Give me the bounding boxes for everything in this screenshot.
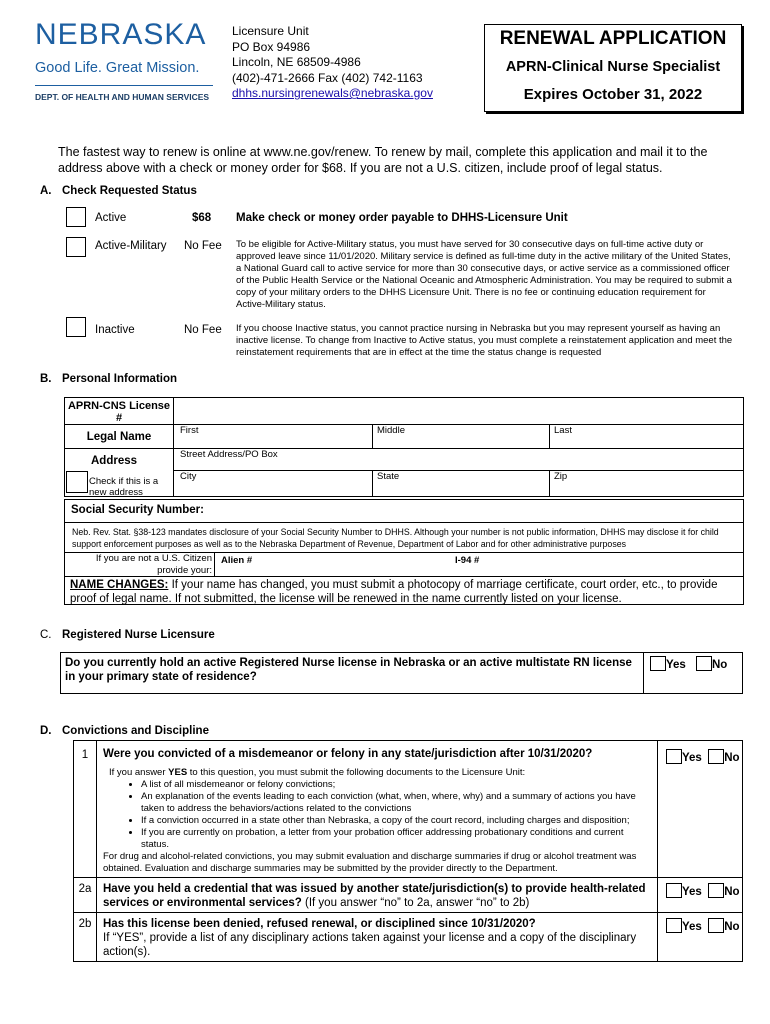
address-label: Address — [91, 455, 138, 467]
question-2b-text: Has this license been denied, refused renewal, or disciplined since 10/31/2020? — [103, 918, 536, 930]
name-changes-text: If your name has changed, you must submit a photocopy of marriage certificate, court order, etc., to provide proof of legal name. If not submitted, the license will be renewed in the name currently listed on your license. — [70, 579, 718, 605]
rn-licensure-divider — [643, 652, 644, 694]
rn-licensure-question: Do you currently hold an active Registered Nurse license in Nebraska or an active multistate RN license in your primary state of residence? — [65, 657, 632, 683]
email-link[interactable]: dhhs.nursingrenewals@nebraska.gov — [232, 86, 433, 100]
active-fee: $68 — [192, 212, 212, 224]
form-title: RENEWAL APPLICATION — [499, 28, 727, 49]
convictions-table — [73, 740, 743, 962]
city-field[interactable]: City — [174, 471, 373, 497]
question-1-instructions: If you answer YES to this question, you must submit the following documents to the Licensure Unit: • A list of all misdemeanor or felony convictions; • An explanation of the events leading to each conviction (what, when, where, why) and a summary of actions you have taken to address the behaviors/actions related to the convictions • If a conviction occurred in a state other than Nebraska, a copy of the court record, including charges and disposition; • If you are currently on probation, a letter from your probation officer addressing probationary conditions and current status. For drug and alcohol-related convictions, you may submit evaluation and discharge summaries if drug or alcohol treatment was obtained. Evaluation and discharge summaries may be submitted by the provider directly to the Department. — [103, 767, 653, 875]
requirement-item: • A list of all misdemeanor or felony convictions; — [141, 779, 653, 791]
section-a-heading: A. Check Requested Status — [40, 185, 197, 197]
new-address-label: Check if this is a new address — [89, 476, 159, 498]
middle-name-field[interactable]: Middle — [373, 425, 550, 449]
ssn-divider — [64, 522, 744, 523]
section-d-heading: D. Convictions and Discipline — [40, 725, 209, 737]
question-2b-number: 2b — [74, 913, 97, 962]
question-2b-cell — [97, 913, 658, 962]
name-changes-note — [70, 578, 740, 606]
logo-tagline: Good Life. Great Mission. — [35, 60, 200, 76]
active-military-checkbox[interactable] — [66, 237, 86, 257]
personal-info-table — [64, 397, 744, 497]
q2a-no-checkbox[interactable] — [708, 883, 724, 898]
contact-line: Lincoln, NE 68509-4986 — [232, 55, 361, 69]
rn-yes-option[interactable]: Yes — [650, 656, 686, 671]
section-b-heading: B. Personal Information — [40, 373, 178, 385]
expiration-date: Expires October 31, 2022 — [523, 86, 703, 103]
active-status-label: Active — [95, 212, 127, 224]
logo-divider — [35, 85, 213, 86]
rn-yes-checkbox[interactable] — [650, 656, 666, 671]
citizen-label: If you are not a U.S. Citizen provide your: — [95, 553, 212, 576]
q2b-yes-checkbox[interactable] — [666, 918, 682, 933]
q1-yes-checkbox[interactable] — [666, 749, 682, 764]
citizen-row-bottom — [64, 576, 744, 577]
question-2a-number: 2a — [74, 878, 97, 913]
q2b-no-checkbox[interactable] — [708, 918, 724, 933]
q2a-yes-checkbox[interactable] — [666, 883, 682, 898]
rn-no-option[interactable]: No — [696, 656, 727, 671]
active-military-fee: No Fee — [184, 240, 222, 252]
question-1-text: Were you convicted of a misdemeanor or felony in any state/jurisdiction after 10/31/2020? — [103, 748, 593, 760]
zip-field[interactable]: Zip — [550, 471, 744, 497]
question-1-cell — [97, 741, 658, 878]
section-c-heading: C. Registered Nurse Licensure — [40, 629, 215, 641]
i94-number-field[interactable]: I-94 # — [455, 555, 480, 566]
license-number-label: APRN-CNS License # — [65, 398, 174, 425]
inactive-checkbox[interactable] — [66, 317, 86, 337]
title-box — [484, 24, 742, 112]
q1-no-checkbox[interactable] — [708, 749, 724, 764]
logo-wordmark: NEBRASKA — [35, 18, 207, 51]
question-1-number: 1 — [74, 741, 97, 878]
form-subtitle: APRN-Clinical Nurse Specialist — [505, 59, 721, 75]
question-1-footer: For drug and alcohol-related convictions, you may submit evaluation and discharge summaries if drug or alcohol treatment was obtained. Evaluation and discharge summaries may be submitted by the provider directly to the Department. — [103, 851, 637, 874]
street-address-field[interactable]: Street Address/PO Box — [174, 449, 744, 471]
contact-line: PO Box 94986 — [232, 39, 311, 54]
contact-block — [232, 24, 433, 102]
address-label-cell — [65, 449, 174, 497]
contact-line: Licensure Unit — [232, 24, 309, 38]
license-number-field[interactable] — [174, 398, 744, 425]
new-address-checkbox[interactable] — [66, 471, 88, 493]
alien-number-field[interactable]: Alien # — [221, 555, 253, 566]
inactive-note: If you choose Inactive status, you cannot practice nursing in Nebraska but you may represent yourself as having an inactive license. To change from Inactive to Active status, you must complete a reinstatement application and meet the reinstatement requirements that are in effect at the time the status change is requested — [236, 323, 733, 358]
requirement-item: • If a conviction occurred in a state other than Nebraska, a copy of the court record, including charges and disposition; — [141, 815, 653, 827]
ssn-right-border — [743, 522, 744, 604]
question-2b-note: If “YES”, provide a list of any disciplinary actions taken against your license and a copy of the disciplinary action(s). — [103, 932, 637, 958]
ssn-left-border — [64, 522, 65, 604]
last-name-field[interactable]: Last — [550, 425, 744, 449]
state-field[interactable]: State — [373, 471, 550, 497]
rn-no-checkbox[interactable] — [696, 656, 712, 671]
question-1-answer: Yes No — [658, 741, 743, 878]
requirement-item: • An explanation of the events leading to each conviction (what, when, where, why) and a summary of actions you have taken to address the behaviors/actions related to the convictions — [141, 791, 653, 815]
intro-text: The fastest way to renew is online at www.ne.gov/renew. To renew by mail, complete this application and mail it to the address above with a check or money order for $68. If you are not a U.S. citizen, include proof of legal status. — [58, 145, 708, 175]
inactive-label: Inactive — [95, 324, 135, 336]
active-military-note: To be eligible for Active-Military status, you must have served for 30 consecutive days on full-time active duty or approved leave since 11/01/2020. Military service is defined as full-time duty in the active military of the United States, a National Guard call to active service for more than 30 consecutive days, or active service as a commissioned officer of the Public Health Service or the National Oceanic and Atmospheric Administration. You may be required to submit a copy of your military orders to the DHHS Licensure Unit. There is no fee or continuing education requirement for Active-Military status. — [236, 239, 732, 310]
requirement-item: • If you are currently on probation, a letter from your probation officer addressing probationary conditions and current status. — [141, 827, 653, 851]
ssn-disclosure-note: Neb. Rev. Stat. §38-123 mandates disclosure of your Social Security Number to DHHS. Although your number is not public information, DHHS may disclose it for child support enforcement purposes as well as to the Nebraska Department of Revenue, Department of Labor and for other administrative purposes — [72, 527, 719, 549]
active-note: Make check or money order payable to DHHS-Licensure Unit — [236, 212, 568, 224]
citizen-divider — [214, 552, 215, 576]
name-changes-label: NAME CHANGES: — [70, 579, 169, 591]
first-name-field[interactable]: First — [174, 425, 373, 449]
ssn-table — [64, 499, 744, 522]
active-status-checkbox[interactable] — [66, 207, 86, 227]
question-2a-answer: Yes No — [658, 878, 743, 913]
inactive-fee: No Fee — [184, 324, 222, 336]
active-military-label: Active-Military — [95, 240, 167, 252]
question-2b-answer: Yes No — [658, 913, 743, 962]
ssn-field[interactable]: Social Security Number: — [65, 500, 744, 522]
contact-line: (402)-471-2666 Fax (402) 742-1163 — [232, 70, 423, 85]
legal-name-label: Legal Name — [65, 425, 174, 449]
question-2a-text: Have you held a credential that was issued by another state/jurisdiction(s) to provide health-related services or environmental services? (If you answer “no” to 2a, answer “no” to 2b) — [97, 878, 658, 913]
department-name: DEPT. OF HEALTH AND HUMAN SERVICES — [35, 92, 210, 102]
